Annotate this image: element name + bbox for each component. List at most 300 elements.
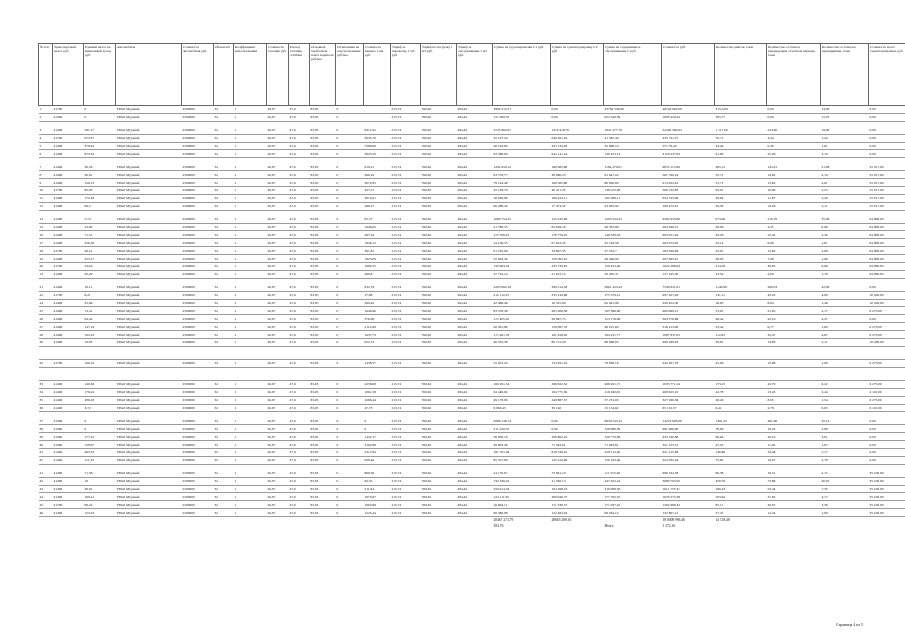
table-cell: 2,19 (821, 171, 869, 179)
table-cell: 2500000 (182, 404, 214, 412)
table-cell: 6 273,00 (869, 380, 905, 388)
column-header: Стоимость руб. (662, 44, 715, 106)
table-cell: 47,6 (289, 331, 310, 339)
table-cell: 228 512,20 (604, 448, 662, 456)
table-cell: 20,07 (821, 477, 869, 485)
table-cell: 15 154,62 (604, 404, 662, 412)
table-cell: УРАЛ Муравей (116, 493, 182, 501)
table-cell: 1 (234, 142, 267, 150)
table-cell: 8,21 (84, 291, 116, 299)
table-cell: 1 (234, 239, 267, 247)
table-cell: 263 073,05 (662, 239, 715, 247)
table-cell: 1,60 (821, 323, 869, 331)
table-cell: 0 (336, 291, 364, 299)
table-cell: 12,24 (767, 509, 821, 517)
table-cell: 215,74 (391, 417, 421, 424)
table-cell: 205 206,38 (551, 307, 604, 315)
table-cell: 26,07 (267, 239, 289, 247)
table-row (39, 223, 905, 231)
table-cell: УРАЛ Муравей (116, 239, 182, 247)
table-cell: 83,05 (310, 270, 336, 278)
table-row (39, 247, 905, 255)
table-cell: 26,07 (267, 194, 289, 202)
table-cell: 17 (39, 239, 53, 247)
table-cell: 73,86 (767, 477, 821, 485)
table-cell: 47,6 (289, 247, 310, 255)
table-cell: 2,60 (767, 270, 821, 278)
table-cell: 13,45 (767, 388, 821, 396)
table-cell: 47,6 (289, 179, 310, 187)
table-cell: 153 491,19 (551, 359, 604, 367)
table-cell: 122 482,04 (551, 509, 604, 517)
table-cell: 0,66 (821, 223, 869, 231)
table-cell: 22,16 (767, 315, 821, 323)
table-cell: 1,44 (821, 134, 869, 142)
table-row (39, 179, 905, 187)
table-cell: 284,42 (457, 163, 493, 170)
table-cell: 378,92 (84, 142, 116, 150)
table-cell: 8,64 (767, 299, 821, 307)
table-cell: УРАЛ Муравей (116, 223, 182, 231)
table-row (39, 255, 905, 263)
table-cell: 32 (214, 404, 234, 412)
table-cell: 2500000 (182, 231, 214, 239)
table-cell: 1225,44 (364, 509, 391, 517)
table-cell: 215,74 (391, 339, 421, 347)
table-cell: 1 (234, 339, 267, 347)
table-cell: 83,05 (310, 493, 336, 501)
table-cell: 0,00 (869, 433, 905, 441)
table-cell: 613 652,81 (662, 179, 715, 187)
table-cell: 153 176,06 (604, 315, 662, 323)
table-cell: 47,6 (289, 150, 310, 158)
table-cell: 1087 837,91 (662, 331, 715, 339)
table-cell: 284,42 (457, 307, 493, 315)
table-cell: 1,66 (821, 255, 869, 263)
table-cell: 215,74 (391, 470, 421, 477)
table-cell: 29,26 (715, 231, 767, 239)
table-cell: 37 (39, 417, 53, 424)
table-cell: 0 (336, 239, 364, 247)
table-cell: 284,42 (457, 194, 493, 202)
table-cell: 40 411,76 (551, 187, 604, 195)
table-cell: 284,42 (457, 388, 493, 396)
table-cell: 102,23 (84, 331, 116, 339)
table-cell: 760,62 (421, 270, 457, 278)
table-cell: 0 (336, 501, 364, 509)
table-cell: 16 525,00 (551, 299, 604, 307)
table-cell: 41400 (53, 202, 84, 210)
table-cell: 497,54 (364, 231, 391, 239)
table-cell: 0 (336, 396, 364, 404)
table-cell: 83,05 (310, 187, 336, 195)
table-cell: 403,53 (84, 448, 116, 456)
table-cell: 760,62 (421, 113, 457, 121)
table-cell: 0,63 (821, 404, 869, 412)
table-cell: 26,07 (267, 323, 289, 331)
table-cell: 2500000 (182, 263, 214, 271)
table-cell: 234,6 (84, 263, 116, 271)
table-cell: УРАЛ Муравей (116, 501, 182, 509)
table-cell: 41400 (53, 179, 84, 187)
table-cell: 66 386,98 (493, 509, 551, 517)
table-cell: 83,05 (310, 134, 336, 142)
table-cell: 26,07 (267, 404, 289, 412)
table-cell: 2500000 (182, 255, 214, 263)
total-value: 393,76 (493, 524, 504, 529)
table-cell: 25 017,00 (869, 202, 905, 210)
table-cell: 234,00 (767, 127, 821, 134)
table-cell: 32 (214, 187, 234, 195)
table-cell: 284,42 (457, 359, 493, 367)
spacer-cell (39, 367, 905, 380)
table-cell: 35 100,00 (869, 501, 905, 509)
table-cell: 0,00 (869, 417, 905, 424)
table-cell: 0,00 (869, 106, 905, 114)
table-cell: 10,09 (767, 187, 821, 195)
table-cell: 41700 (53, 134, 84, 142)
table-cell: 64 800,00 (869, 216, 905, 223)
table-cell: 32 (214, 255, 234, 263)
table-cell: 41400 (53, 113, 84, 121)
column-header: Сумма на транспортировку С2 руб. (551, 44, 604, 106)
table-cell: 41700 (53, 263, 84, 271)
table-cell: 1,18 (821, 270, 869, 278)
table-cell: 215,74 (391, 331, 421, 339)
table-cell: 4,17 (821, 493, 869, 501)
table-cell: 36 (39, 404, 53, 412)
table-cell: 2500000 (182, 134, 214, 142)
table-cell: 2205 062,18 (493, 284, 551, 291)
table-cell: 1 (234, 299, 267, 307)
table-cell: 41700 (53, 359, 84, 367)
table-cell: 215,74 (391, 493, 421, 501)
table-cell: 106,16 (84, 359, 116, 367)
table-cell: 41400 (53, 142, 84, 150)
table-cell: 284,42 (457, 485, 493, 493)
column-header: Сумма на содержание и обслуживание С руб. (604, 44, 662, 106)
table-cell: 21 615,13 (551, 270, 604, 278)
column-header: Сумма на грузоперевозки С1 руб. (493, 44, 551, 106)
table-cell: 0 (336, 127, 364, 134)
table-cell: 646 491,24 (551, 134, 604, 142)
table-cell: 26,07 (267, 299, 289, 307)
total-value: 1 272,16 (662, 524, 676, 529)
table-row (39, 441, 905, 449)
table-cell: 1611 737,31 (662, 485, 715, 493)
table-cell: 284,42 (457, 433, 493, 441)
table-cell: 53,81 (715, 307, 767, 315)
table-cell: 1,67 (821, 441, 869, 449)
table-cell: 215,74 (391, 223, 421, 231)
table-cell: 264 569,51 (662, 223, 715, 231)
table-cell: 296 822,52 (551, 380, 604, 388)
table-cell: 2500000 (182, 493, 214, 501)
table-cell: 215,74 (391, 501, 421, 509)
table-row (39, 307, 905, 315)
table-cell: 32 (214, 509, 234, 517)
table-cell: 83,05 (310, 441, 336, 449)
table-cell: 284,42 (457, 202, 493, 210)
table-row (39, 142, 905, 150)
table-cell: 691 996,00 (662, 425, 715, 433)
table-cell: 0 (336, 216, 364, 223)
table-cell: 6,66 (821, 263, 869, 271)
table-cell: 47,6 (289, 404, 310, 412)
table-cell: 0 (336, 417, 364, 424)
table-cell: 284,42 (457, 134, 493, 142)
table-cell: 26,07 (267, 106, 289, 114)
table-cell: 32 (214, 501, 234, 509)
table-cell: 50 265,37 (604, 270, 662, 278)
column-header: Стоимость всего транспортировки, руб. (869, 44, 905, 106)
table-cell: 1 (234, 477, 267, 485)
table-cell: 2500000 (182, 163, 214, 170)
table-cell: 61 195,08 (493, 247, 551, 255)
table-cell: УРАЛ Муравей (116, 448, 182, 456)
table-cell: 32 (214, 396, 234, 404)
table-cell: 83,05 (310, 113, 336, 121)
table-cell: 284,42 (457, 493, 493, 501)
table-cell: 304 576,88 (662, 315, 715, 323)
table-cell: 83,05 (310, 127, 336, 134)
table-cell: 125 245,99 (551, 216, 604, 223)
table-cell: 2,08 (821, 247, 869, 255)
table-cell: 1 (234, 150, 267, 158)
table-cell: 23,54 (715, 270, 767, 278)
table-cell: 85,26 (84, 187, 116, 195)
table-cell: 1 (234, 315, 267, 323)
table-cell: 70,71 (715, 134, 767, 142)
table-cell: 161 458,02 (551, 331, 604, 339)
table-cell: 2500000 (182, 216, 214, 223)
table-cell: 215,74 (391, 247, 421, 255)
table-cell: 26,46 (715, 396, 767, 404)
table-cell: 7540 831,61 (662, 284, 715, 291)
table-cell: 760,62 (421, 150, 457, 158)
column-header: Отчисления на соцстрахование руб/мес (336, 44, 364, 106)
table-cell: 760,62 (421, 171, 457, 179)
table-cell: 4,87 (821, 331, 869, 339)
table-cell: 83,05 (310, 425, 336, 433)
table-cell: 760,62 (421, 417, 457, 424)
table-cell: 43764 539,06 (604, 106, 662, 114)
table-cell: 732 867,21 (662, 509, 715, 517)
table-cell: 284,42 (457, 223, 493, 231)
table-cell: 83,05 (310, 255, 336, 263)
column-header: Расход топлива л/100км (289, 44, 310, 106)
table-cell: 19,24 (767, 425, 821, 433)
table-cell: 11,49 (767, 441, 821, 449)
table-cell: 1 (234, 417, 267, 424)
table-cell: 26,07 (267, 179, 289, 187)
table-cell: 32 (214, 441, 234, 449)
table-row (39, 417, 905, 424)
table-cell: 44 (39, 493, 53, 501)
table-cell: 0 (336, 150, 364, 158)
table-row (39, 106, 905, 114)
table-cell: 2500000 (182, 171, 214, 179)
table-cell: 760,62 (421, 456, 457, 464)
table-cell: 275 379,21 (604, 291, 662, 299)
table-row (39, 239, 905, 247)
table-cell: 481,90 (767, 417, 821, 424)
table-cell: 211 220,55 (493, 425, 551, 433)
table-cell: 215,74 (391, 106, 421, 114)
table-cell: 1625,09 (364, 255, 391, 263)
table-cell: 0 (336, 315, 364, 323)
table-cell: 215,74 (391, 509, 421, 517)
table-cell: 233 144,86 (551, 291, 604, 299)
table-cell: 125 524,99 (551, 456, 604, 464)
table-row (39, 448, 905, 456)
header-row (39, 44, 905, 106)
table-cell: 47,6 (289, 255, 310, 263)
table-cell: 619,21 (364, 163, 391, 170)
table-cell: 284,42 (457, 270, 493, 278)
table-cell: 760,62 (421, 216, 457, 223)
table-cell: 284,42 (457, 142, 493, 150)
table-cell: 83,05 (310, 339, 336, 347)
table-cell: 760,62 (421, 239, 457, 247)
total-value: Итого (604, 524, 614, 529)
table-cell: 26,07 (267, 470, 289, 477)
table-cell: 760,62 (421, 425, 457, 433)
table-cell: 64,42 (84, 315, 116, 323)
table-cell: УРАЛ Муравей (116, 255, 182, 263)
table-cell: 1 (234, 106, 267, 114)
table-cell: 41400 (53, 456, 84, 464)
table-cell: 33 (39, 380, 53, 388)
table-cell: 69,64 (715, 433, 767, 441)
table-cell: 280,03 (767, 284, 821, 291)
table-cell: 34,48 (767, 448, 821, 456)
table-cell: 32 (214, 470, 234, 477)
table-cell: 760,62 (421, 477, 457, 485)
table-cell: 47,6 (289, 433, 310, 441)
table-cell: 760,62 (421, 231, 457, 239)
table-cell: 26,07 (267, 433, 289, 441)
table-cell: 80 712,59 (551, 339, 604, 347)
table-cell: 160 385,80 (551, 179, 604, 187)
table-cell: 1 (234, 163, 267, 170)
table-cell: 760,62 (421, 127, 457, 134)
table-cell: 1 (234, 171, 267, 179)
table-cell: 24,40 (715, 142, 767, 150)
table-cell: 1 (234, 307, 267, 315)
table-cell: 21,08 (821, 163, 869, 170)
table-cell: 760,62 (421, 284, 457, 291)
table-cell: 68,2 (84, 202, 116, 210)
table-cell: 85,11 (715, 501, 767, 509)
table-cell: 128 989,39 (604, 425, 662, 433)
table-cell: 26,07 (267, 171, 289, 179)
table-cell: 2500000 (182, 106, 214, 114)
table-cell: 215,74 (391, 270, 421, 278)
table-cell: 41400 (53, 388, 84, 396)
table-cell: 26,67 (767, 501, 821, 509)
table-cell: 215,74 (391, 299, 421, 307)
table-cell: 2500000 (182, 433, 214, 441)
table-cell: 57 274,63 (604, 396, 662, 404)
table-cell: 46 355,98 (604, 223, 662, 231)
table-cell: 35 100,00 (869, 493, 905, 501)
table-cell: 15,08 (767, 359, 821, 367)
table-cell: 215,74 (391, 231, 421, 239)
table-cell: 83,05 (310, 231, 336, 239)
table-cell: 64 446,92 (493, 388, 551, 396)
table-cell: 177,22 (84, 433, 116, 441)
table-cell: 46 355,38 (493, 339, 551, 347)
table-cell: 64 800,00 (869, 255, 905, 263)
table-cell: 284,42 (457, 263, 493, 271)
table-cell: 242 291,78 (662, 359, 715, 367)
table-cell: 215,74 (391, 150, 421, 158)
table-cell: 2258,08 (364, 380, 391, 388)
table-cell: 6 110,00 (869, 404, 905, 412)
table-cell: 1063,68 (364, 501, 391, 509)
table-cell: 47,6 (289, 194, 310, 202)
table-cell: 0,00 (551, 417, 604, 424)
table-cell: 2500000 (182, 299, 214, 307)
table-cell: 150 963,24 (493, 263, 551, 271)
table-cell: УРАЛ Муравей (116, 194, 182, 202)
table-cell: 14,26 (767, 202, 821, 210)
table-cell: 26,07 (267, 255, 289, 263)
table-cell: 760,62 (421, 323, 457, 331)
table-cell: 929,46 (364, 456, 391, 464)
table-cell: 47,6 (289, 493, 310, 501)
table-cell: 83,05 (310, 485, 336, 493)
table-cell: 0,00 (869, 284, 905, 291)
table-cell: 26,07 (267, 380, 289, 388)
table-cell: УРАЛ Муравей (116, 388, 182, 396)
table-cell: 28,03 (715, 255, 767, 263)
column-header: Количество остатка в предыдущем отчетном периоде, тонн (767, 44, 821, 106)
table-cell: 173,25 (715, 380, 767, 388)
table-cell: 511,64 (364, 485, 391, 493)
table-cell: 73 601,10 (551, 470, 604, 477)
table-cell: 4,35 (767, 223, 821, 231)
table-cell: 19,00 (821, 127, 869, 134)
spacer-row (39, 346, 905, 359)
table-cell: 24 156,55 (493, 239, 551, 247)
table-cell: 6 273,00 (869, 396, 905, 404)
table-cell: 0 (336, 493, 364, 501)
table-cell: 1 (234, 485, 267, 493)
table-cell: 250 614,32 (493, 485, 551, 493)
table-cell: 22 (39, 291, 53, 299)
table-cell: 31,71 (715, 179, 767, 187)
table-cell: 105 386,06 (604, 307, 662, 315)
table-cell: 215,74 (391, 134, 421, 142)
table-cell: 160 983,80 (551, 163, 604, 170)
table-cell: 0,00 (767, 106, 821, 114)
table-cell: 1035 771,24 (662, 380, 715, 388)
total-value: 28665 208,16 (551, 518, 572, 523)
table-cell: 2500000 (182, 179, 214, 187)
table-cell: 41400 (53, 255, 84, 263)
table-cell: 32 (214, 171, 234, 179)
table-cell: 32 (214, 315, 234, 323)
table-cell: 215,74 (391, 216, 421, 223)
table-cell: 268 491,71 (604, 380, 662, 388)
table-cell: 46 (39, 509, 53, 517)
table-row (39, 134, 905, 142)
table-cell: 3074,61 (364, 194, 391, 202)
table-cell: 1,54 (821, 396, 869, 404)
table-cell: 760,62 (421, 315, 457, 323)
